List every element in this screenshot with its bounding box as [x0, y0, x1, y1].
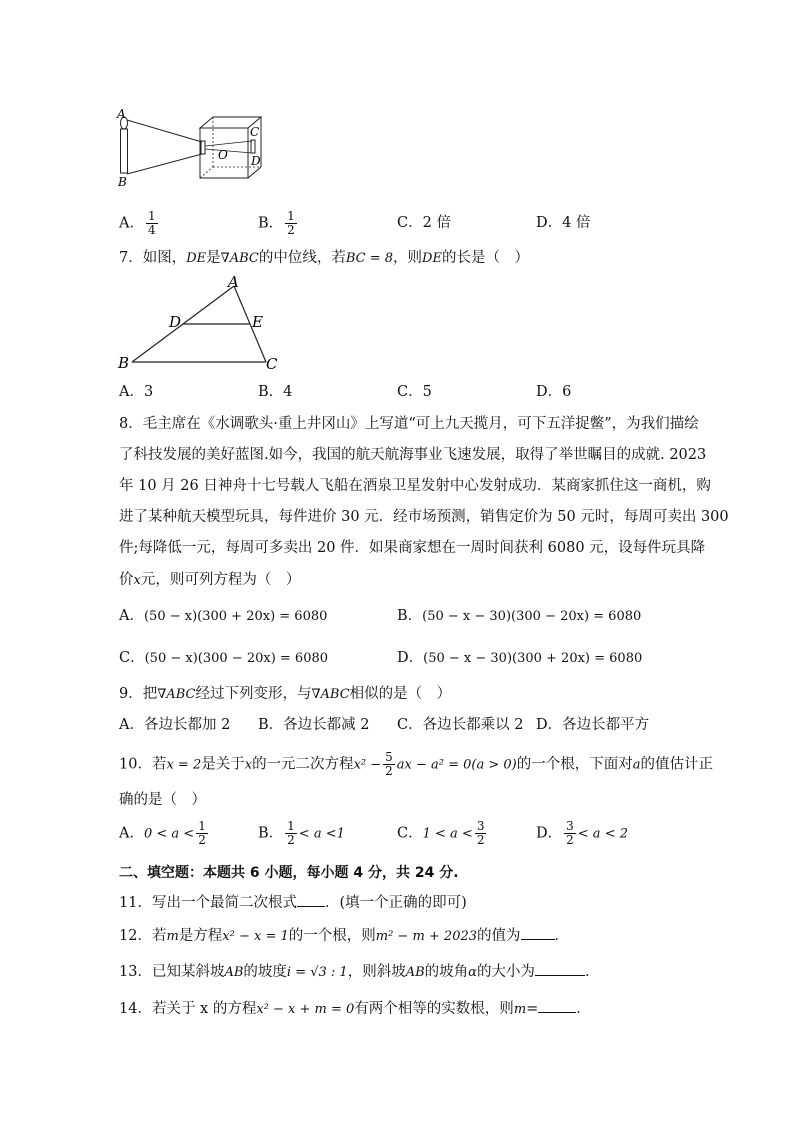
q10-option-b[interactable]: B． $\frac{1}{2}$ < a <1 — [258, 819, 345, 847]
q9-option-d[interactable]: D．各边长都平方 — [536, 717, 650, 733]
q6-option-a[interactable]: A． $\frac{1}{4}$ — [119, 209, 156, 237]
fraction: $\frac{5}{2}$ — [385, 750, 393, 778]
answer-blank[interactable] — [297, 892, 325, 907]
q14: 14．若关于 x 的方程x² − x + m = 0有两个相等的实数根，则m= ． — [119, 998, 591, 1020]
q7-option-c[interactable]: C．5 — [397, 384, 432, 400]
camera-obscura-figure — [112, 108, 272, 190]
label-A: A — [228, 276, 239, 291]
q12: 12．若m是方程x² − x = 1的一个根，则m² − m + 2023的值为 ． — [119, 925, 569, 947]
fraction: $\frac{1}{2}$ — [198, 819, 206, 847]
q8-line-5: 件;每降低一元，每周可多卖出 20 件．如果商家想在一周时间获利 6080 元，设每件玩具降 — [119, 540, 706, 556]
answer-blank[interactable] — [535, 961, 585, 976]
q8-line-6: 价x元，则可列方程为（ ） — [119, 572, 301, 588]
q7-option-d[interactable]: D．6 — [536, 384, 572, 400]
label-D: D — [169, 313, 182, 331]
q9-option-a[interactable]: A．各边长都加 2 — [119, 717, 231, 733]
label-B: B — [118, 175, 127, 189]
q7-option-b[interactable]: B．4 — [258, 384, 293, 400]
label-C: C — [266, 355, 278, 373]
section-title: 二、填空题：本题共 6 小题，每小题 4 分，共 24 分. — [119, 865, 459, 881]
triangle-figure — [114, 276, 294, 374]
fraction: $\frac{1}{4}$ — [147, 209, 156, 237]
fraction: $\frac{1}{2}$ — [287, 209, 295, 237]
q7-option-a[interactable]: A．3 — [119, 384, 154, 400]
q6-option-d[interactable]: D．4 倍 — [536, 215, 591, 231]
q9-option-b[interactable]: B．各边长都减 2 — [258, 717, 370, 733]
q10-option-d[interactable]: D． $\frac{3}{2}$ < a < 2 — [536, 819, 628, 847]
label-A: A — [117, 108, 126, 121]
q11: 11．写出一个最简二次根式 ．(填一个正确的即可) — [119, 892, 467, 913]
q8-line-4: 进了某种航天模型玩具，每件进价 30 元．经市场预测，销售定价为 50 元时，每周可卖出 300 — [119, 509, 729, 525]
q9-stem: 9．把∇ABC经过下列变形，与∇ABC相似的是（ ） — [119, 686, 452, 702]
q13: 13．已知某斜坡AB的坡度i = √3 : 1，则斜坡AB的坡角α的大小为 ． — [119, 961, 599, 983]
q8-line-3: 年 10 月 26 日神舟十七号载人飞船在酒泉卫星发射中心发射成功．某商家抓住这一商机，购 — [119, 478, 711, 494]
q10-stem: 10．若x = 2是关于x的一元二次方程x² − $\frac{5}{2}$ ax − a² = 0(a > 0)的一个根，下面对a的值估计正 — [119, 750, 713, 778]
q10-line-2: 确的是（ ） — [119, 792, 206, 808]
label-O: O — [218, 148, 228, 162]
answer-blank[interactable] — [521, 925, 555, 940]
q10-option-c[interactable]: C．1 < a < $\frac{3}{2}$ — [397, 819, 485, 847]
q8-option-b[interactable]: B．(50 − x − 30)(300 − 20x) = 6080 — [397, 608, 642, 624]
q8-line-1: 8．毛主席在《水调歌头·重上井冈山》上写道“可上九天揽月，可下五洋捉鳖”，为我们描绘 — [119, 416, 699, 432]
q7-stem: 7．如图，DE是∇ABC的中位线，若BC = 8，则DE的长是（ ） — [119, 250, 529, 266]
label-D: D — [251, 154, 261, 168]
q8-option-d[interactable]: D．(50 − x − 30)(300 + 20x) = 6080 — [397, 650, 643, 666]
label-C: C — [250, 125, 260, 139]
q9-option-c[interactable]: C．各边长都乘以 2 — [397, 717, 524, 733]
q8-option-a[interactable]: A．(50 − x)(300 + 20x) = 6080 — [119, 608, 328, 624]
q8-option-c[interactable]: C．(50 − x)(300 − 20x) = 6080 — [119, 650, 329, 666]
q8-line-2: 了科技发展的美好蓝图.如今，我国的航天航海事业飞速发展，取得了举世瞩目的成就. 2023 — [119, 447, 707, 463]
fraction: $\frac{3}{2}$ — [566, 819, 574, 847]
label-B: B — [118, 354, 130, 372]
fraction: $\frac{1}{2}$ — [287, 819, 295, 847]
answer-blank[interactable] — [538, 998, 576, 1013]
q6-option-c[interactable]: C．2 倍 — [397, 215, 451, 231]
q10-option-a[interactable]: A．0 < a < $\frac{1}{2}$ — [119, 819, 206, 847]
fraction: $\frac{3}{2}$ — [476, 819, 485, 847]
label-E: E — [252, 313, 263, 331]
q6-option-b[interactable]: B． $\frac{1}{2}$ — [258, 209, 295, 237]
